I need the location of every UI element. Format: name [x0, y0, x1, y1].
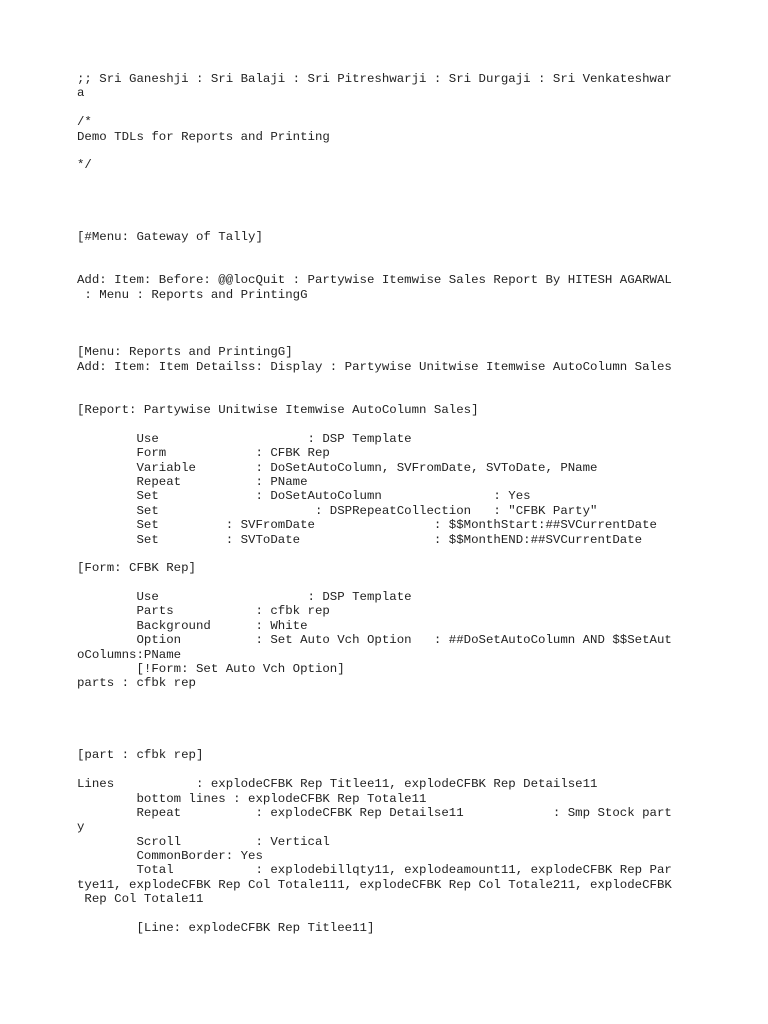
code-line — [77, 331, 737, 345]
code-line — [77, 417, 737, 431]
code-line: ;; Sri Ganeshji : Sri Balaji : Sri Pitreshwarji : Sri Durgaji : Sri Venkateshwar — [77, 72, 672, 86]
code-line — [77, 187, 737, 201]
code-line: Set : DoSetAutoColumn : Yes — [77, 489, 531, 504]
code-line — [77, 202, 737, 216]
code-line — [77, 317, 737, 331]
code-line: [#Menu: Gateway of Tally] — [77, 230, 263, 245]
code-line — [77, 389, 737, 403]
code-line — [77, 547, 737, 561]
code-line: Repeat : PName — [77, 474, 308, 489]
code-line: Parts : cfbk rep — [77, 604, 330, 619]
code-line: CommonBorder: Yes — [77, 849, 263, 864]
code-line: [Line: explodeCFBK Rep Titlee11] — [77, 921, 375, 936]
code-line: Background : White — [77, 618, 308, 633]
code-line: /* — [77, 115, 92, 130]
code-line: parts : cfbk rep — [77, 676, 196, 691]
code-line: [Report: Partywise Unitwise Itemwise AutoColumn Sales] — [77, 402, 479, 417]
code-line — [77, 216, 737, 230]
code-line: Set : DSPRepeatCollection : "CFBK Party" — [77, 503, 598, 518]
code-line: Demo TDLs for Reports and Printing — [77, 129, 330, 144]
code-line — [77, 245, 737, 259]
code-line: Add: Item: Before: @@locQuit : Partywise Itemwise Sales Report By HITESH AGARWAL — [77, 273, 672, 288]
code-line: Use : DSP Template — [77, 590, 412, 605]
code-line — [77, 763, 737, 777]
code-line: [Menu: Reports and PrintingG] — [77, 345, 293, 360]
code-line: Scroll : Vertical — [77, 834, 330, 849]
code-line — [77, 705, 737, 719]
code-line: : Menu : Reports and PrintingG — [77, 287, 308, 302]
code-line — [77, 173, 737, 187]
code-line: Total : explodebillqty11, explodeamount11, explodeCFBK Rep Par — [77, 863, 672, 878]
code-line: Repeat : explodeCFBK Rep Detailse11 : Smp Stock part — [77, 805, 672, 820]
code-line — [77, 101, 737, 115]
code-line: a — [77, 86, 85, 101]
code-line: Set : SVFromDate : $$MonthStart:##SVCurrentDate — [77, 518, 657, 533]
code-line: [!Form: Set Auto Vch Option] — [77, 662, 345, 677]
code-line: oColumns:PName — [77, 647, 182, 662]
code-line: Rep Col Totale11 — [77, 892, 204, 907]
code-line — [77, 374, 737, 388]
code-line — [77, 691, 737, 705]
code-line — [77, 907, 737, 921]
code-line — [77, 144, 737, 158]
code-line — [77, 734, 737, 748]
tdl-source-listing — [77, 72, 737, 935]
code-line: */ — [77, 158, 92, 173]
code-line: Lines : explodeCFBK Rep Titlee11, explodeCFBK Rep Detailse11 — [77, 777, 598, 792]
code-line: Use : DSP Template — [77, 431, 412, 446]
code-line: Form : CFBK Rep — [77, 446, 330, 461]
code-line — [77, 576, 737, 590]
code-line: Set : SVToDate : $$MonthEND:##SVCurrentDate — [77, 532, 643, 547]
code-line: tye11, explodeCFBK Rep Col Totale111, explodeCFBK Rep Col Totale211, explodeCFBK — [77, 877, 672, 892]
code-line: Add: Item: Item Detailss: Display : Partywise Unitwise Itemwise AutoColumn Sales — [77, 359, 672, 374]
code-line: Option : Set Auto Vch Option : ##DoSetAutoColumn AND $$SetAut — [77, 633, 672, 648]
code-line — [77, 259, 737, 273]
code-line: bottom lines : explodeCFBK Rep Totale11 — [77, 791, 427, 806]
code-line — [77, 720, 737, 734]
code-line: y — [77, 820, 85, 835]
code-line: Variable : DoSetAutoColumn, SVFromDate, SVToDate, PName — [77, 460, 598, 475]
code-line — [77, 302, 737, 316]
code-line: [Form: CFBK Rep] — [77, 561, 196, 576]
code-line: [part : cfbk rep] — [77, 748, 204, 763]
